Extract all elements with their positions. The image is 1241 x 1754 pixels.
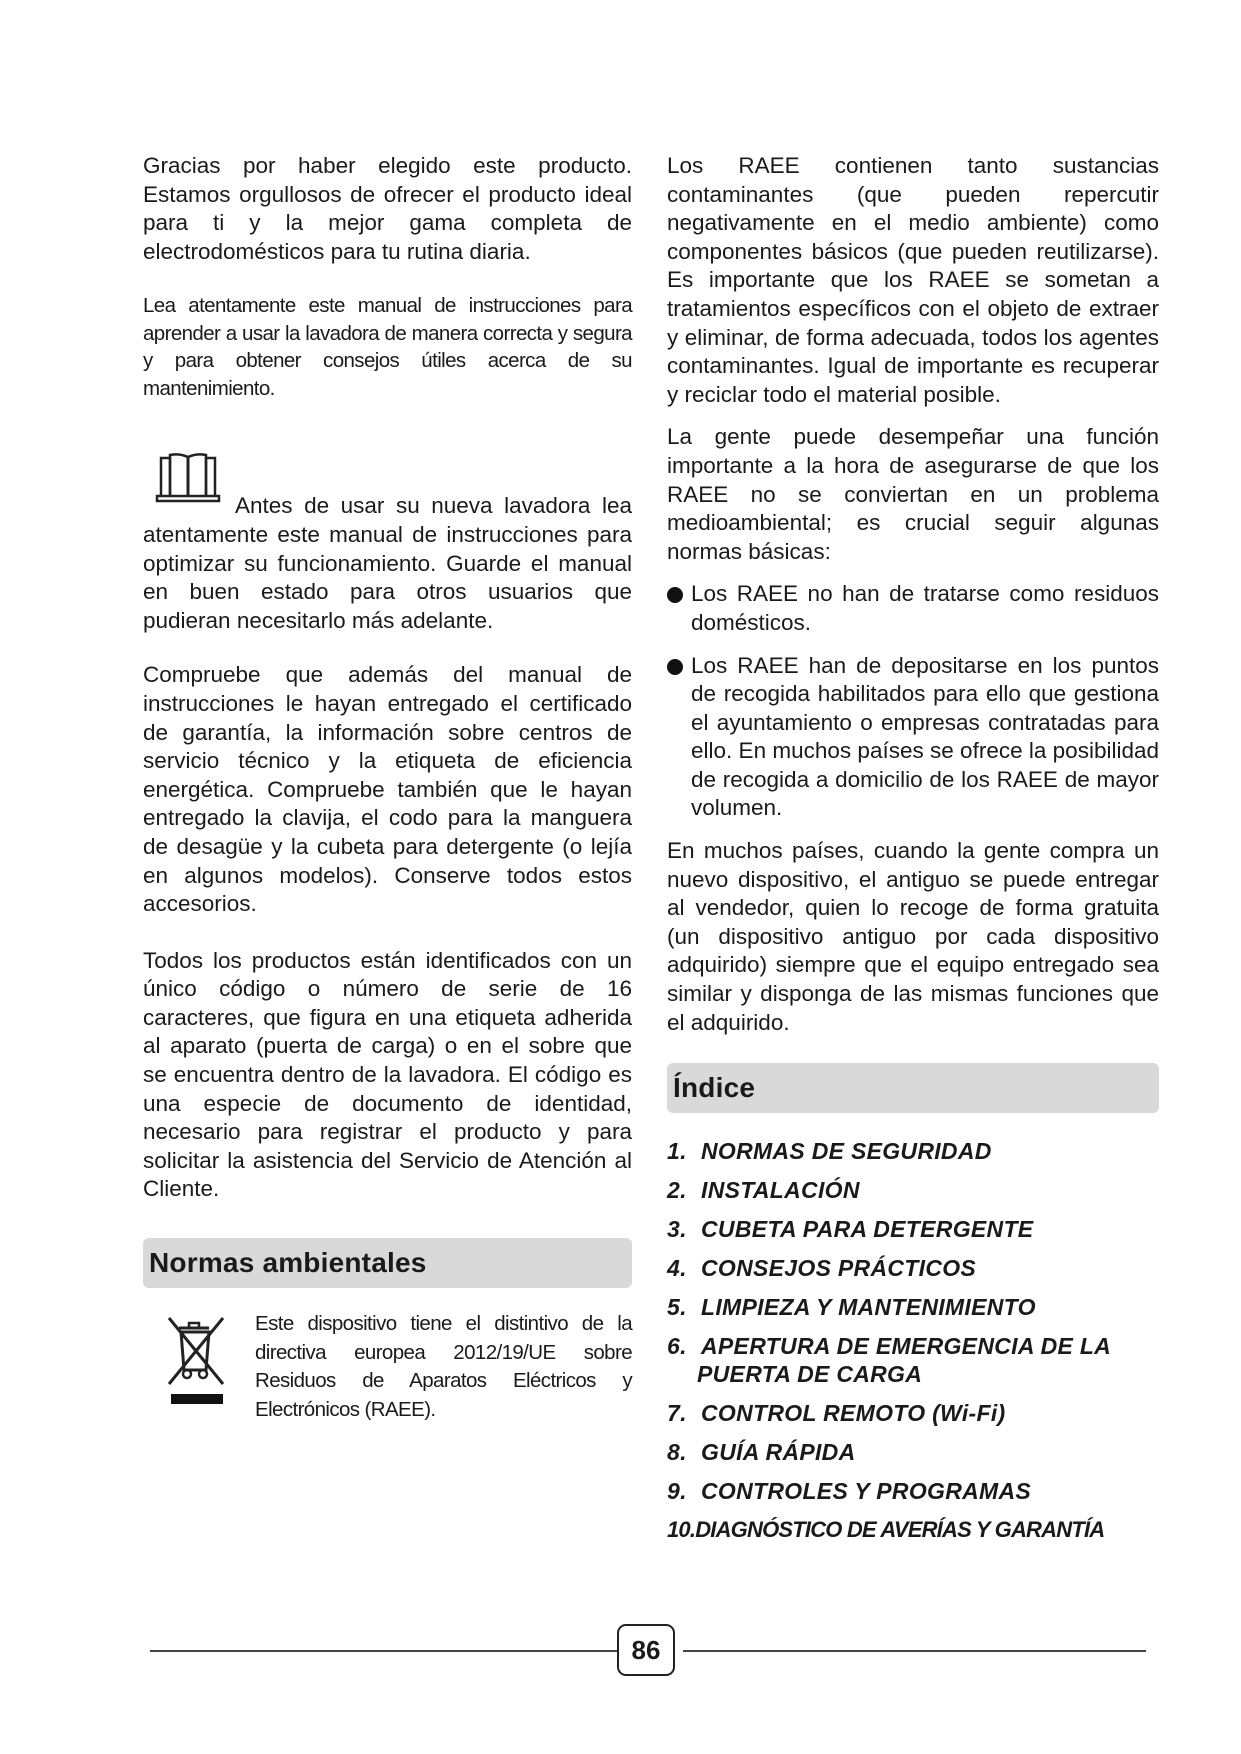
right-column bbox=[667, 152, 1159, 1555]
toc-item-4[interactable]: 4. CONSEJOS PRÁCTICOS bbox=[667, 1255, 977, 1282]
table-of-contents bbox=[667, 1137, 1159, 1544]
weee-block bbox=[143, 1310, 632, 1430]
before-use-paragraph: Antes de usar su nueva lavadora lea atentamente este manual de instrucciones para optimizar su funcionamiento. Guarde el manual en buen estado para otros usuarios que pudieran necesitarlo más adelante. bbox=[143, 493, 632, 633]
raee-intro-paragraph: Los RAEE contienen tanto sustancias contaminantes (que pueden repercutir negativamente en el medio ambiente) como componentes básicos (que pueden reutilizarse). Es importante que los RAEE se sometan a tratamientos específicos con el objeto de extraer y eliminar, de forma adecuada, todos los agentes contaminantes. Igual de importante es recuperar y reciclar todo el material posible. bbox=[667, 153, 1159, 407]
identification-paragraph: Todos los productos están identificados con un único código o número de serie de 16 caracteres, que figura en una etiqueta adherida al aparato (puerta de carga) o en el sobre que se encuentra dentro de la lavadora. El código es una especie de documento de identidad, necesario para registrar el producto y para solicitar la asistencia del Servicio de Atención al Cliente. bbox=[143, 947, 632, 1202]
toc-item-9[interactable]: 9. CONTROLES Y PROGRAMAS bbox=[667, 1478, 1032, 1505]
toc-item-5[interactable]: 5. LIMPIEZA Y MANTENIMIENTO bbox=[667, 1294, 1036, 1321]
toc-item-1[interactable]: 1. NORMAS DE SEGURIDAD bbox=[667, 1138, 992, 1165]
bullet-item bbox=[667, 652, 1159, 824]
toc-item-7[interactable]: 7. CONTROL REMOTO (Wi-Fi) bbox=[667, 1400, 1006, 1427]
bullet-dot bbox=[667, 659, 683, 675]
bullet-text: Los RAEE no han de tratarse como residuos domésticos. bbox=[691, 581, 1159, 635]
weee-paragraph: Este dispositivo tiene el distintivo de la directiva europea 2012/19/UE sobre Residuos de Aparatos Eléctricos y Electrónicos (RAEE). bbox=[255, 1312, 632, 1421]
left-column bbox=[143, 152, 632, 1430]
index-section-header bbox=[667, 1063, 1159, 1113]
return-old-paragraph: En muchos países, cuando la gente compra un nuevo dispositivo, el antiguo se puede entregar al vendedor, quien lo recoge de forma gratuita (un dispositivo antiguo por cada dispositivo adquirido) siempre que el equipo entregado sea similar y disponga de las mismas funciones que el adquirido. bbox=[667, 838, 1159, 1035]
toc-item-10[interactable]: 10.DIAGNÓSTICO DE AVERÍAS Y GARANTÍA bbox=[667, 1517, 1105, 1543]
toc-item-2[interactable]: 2. INSTALACIÓN bbox=[667, 1177, 860, 1204]
intro-paragraph: Gracias por haber elegido este producto. Estamos orgullosos de ofrecer el producto ideal para ti y la mejor gama completa de electrodomésticos para tu rutina diaria. bbox=[143, 153, 632, 264]
check-items-paragraph: Compruebe que además del manual de instrucciones le hayan entregado el certificado de garantía, la información sobre centros de servicio técnico y la etiqueta de eficiencia energética. Compruebe también que le hayan entregado la clavija, el codo para la manguera de desagüe y la cubeta para detergente (o lejía en algunos modelos). Conserve todos estos accesorios. bbox=[143, 662, 632, 917]
bullet-text: Los RAEE han de depositarse en los puntos de recogida habilitados para ello que gestiona el ayuntamiento o empresas contratadas para ello. En muchos países se ofrece la posibilidad de recogida a domicilio de los RAEE de mayor volumen. bbox=[691, 652, 1159, 821]
footer-rule-right bbox=[683, 1650, 1146, 1652]
bullet-dot bbox=[667, 587, 683, 603]
toc-item-6[interactable]: 6. APERTURA DE EMERGENCIA DE LA PUERTA DE CARGA bbox=[667, 1333, 1112, 1388]
before-use-block bbox=[143, 452, 632, 635]
people-role-paragraph: La gente puede desempeñar una función importante a la hora de asegurarse de que los RAEE no se conviertan en un problema medioambiental; es crucial seguir algunas normas básicas: bbox=[667, 424, 1159, 564]
open-book-icon bbox=[155, 452, 221, 504]
env-section-title: Normas ambientales bbox=[149, 1247, 427, 1279]
toc-item-8[interactable]: 8. GUÍA RÁPIDA bbox=[667, 1439, 856, 1466]
toc-item-3[interactable]: 3. CUBETA PARA DETERGENTE bbox=[667, 1216, 1034, 1243]
page-number: 86 bbox=[617, 1624, 675, 1676]
bullet-item bbox=[667, 580, 1159, 637]
env-section-header bbox=[143, 1238, 632, 1288]
read-manual-paragraph: Lea atentamente este manual de instrucciones para aprender a usar la lavadora de manera correcta y segura y para obtener consejos útiles acerca de su mantenimiento. bbox=[143, 294, 632, 400]
crossed-out-bin-icon bbox=[165, 1314, 229, 1406]
index-section-title: Índice bbox=[673, 1072, 756, 1104]
footer-rule-left bbox=[150, 1650, 617, 1652]
